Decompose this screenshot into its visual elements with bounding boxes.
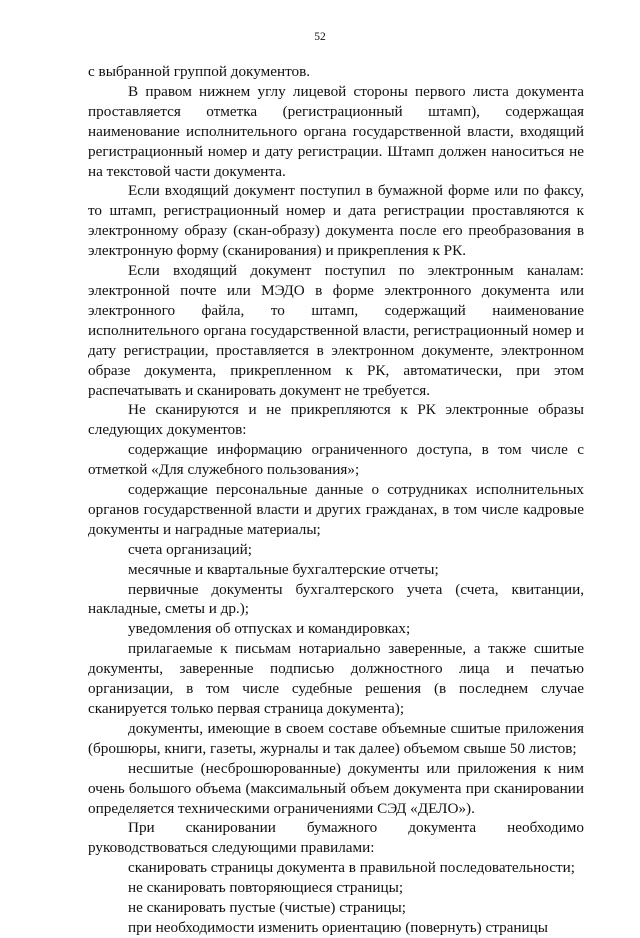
list-item-primary-accounting: первичные документы бухгалтерского учета (счета, квитанции, накладные, сметы и др.); [88, 580, 584, 618]
list-item-leave-notices: уведомления об отпусках и командировках; [128, 620, 411, 638]
list-item-invoices: счета организаций; [128, 540, 252, 558]
paragraph-paper-fax: Если входящий документ поступил в бумажной форме или по факсу, то штамп, регистрационный номер и дата регистрации проставляются к электронному образу (скан-образу) документа после его преобразования в электронную форму (сканирования) и прикрепления к РК. [88, 182, 584, 260]
rule-item-correct-order: сканировать страницы документа в правильной последовательности; [128, 859, 575, 877]
paragraph-continuation: с выбранной группой документов. [88, 63, 311, 80]
paragraph-scanning-rules-intro: При сканировании бумажного документа необходимо руководствоваться следующими правилами: [88, 819, 584, 857]
list-item-large-unbound: несшитые (несброшюрованные) документы или приложения к ним очень большого объема (максимальный объем документа при сканировании определяется техническими ограничениями СЭД «ДЕЛО»). [88, 759, 584, 817]
page-number: 52 [314, 31, 326, 43]
rule-item-no-blank-pages: не сканировать пустые (чистые) страницы; [128, 899, 406, 917]
rule-item-orientation: при необходимости изменить ориентацию (повернуть) страницы [128, 918, 549, 936]
list-item-notarized: прилагаемые к письмам нотариально заверенные, а также сшитые документы, заверенные подписью должностного лица и печатью организации, в том числе судебные решения (в последнем случае сканируется только первая страница документа); [88, 640, 584, 717]
list-item-restricted-access: содержащие информацию ограниченного доступа, в том числе с отметкой «Для служебного пользования»; [88, 441, 584, 479]
paragraph-not-scanned-intro: Не сканируются и не прикрепляются к РК электронные образы следующих документов: [88, 401, 584, 439]
list-item-bulky-attachments: документы, имеющие в своем составе объемные сшитые приложения (брошюры, книги, газеты, журналы и так далее) объемом свыше 50 листов; [88, 719, 584, 757]
document-body [88, 62, 584, 938]
list-item-personal-data: содержащие персональные данные о сотрудниках исполнительных органов государственной власти и других гражданах, в том числе кадровые документы и наградные материалы; [88, 481, 584, 538]
paragraph-stamp-placement: В правом нижнем углу лицевой стороны первого листа документа проставляется отметка (регистрационный штамп), содержащая наименование исполнительного органа государственной власти, входящий регистрационный номер и дату регистрации. Штамп должен наноситься не на текстовой части документа. [88, 82, 584, 180]
rule-item-no-duplicates: не сканировать повторяющиеся страницы; [128, 879, 404, 897]
paragraph-electronic-channels: Если входящий документ поступил по электронным каналам: электронной почте или МЭДО в форме электронного документа или электронного файла, то штамп, содержащий наименование исполнительного органа государственной власти, регистрационный номер и дату регистрации, проставляется в электронном документе, электронном образе документа, прикрепленном к РК, автоматически, при этом распечатывать и сканировать документ не требуется. [88, 262, 584, 399]
list-item-accounting-reports: месячные и квартальные бухгалтерские отчеты; [128, 560, 439, 578]
